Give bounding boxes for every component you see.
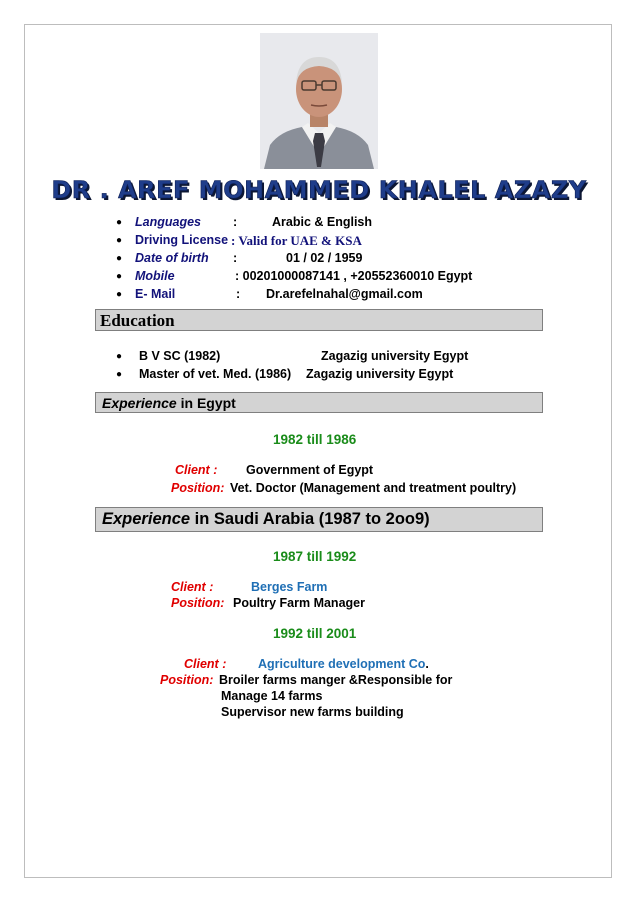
saudi-position-label-1: Position:: [171, 596, 225, 610]
bullet-icon: ●: [116, 253, 123, 264]
saudi-period-2: 1992 till 2001: [273, 626, 357, 641]
bullet-icon: ●: [116, 289, 123, 300]
egypt-period: 1982 till 1986: [273, 432, 357, 447]
driving-license-value: : Valid for UAE & KSA: [231, 233, 362, 248]
experience-egypt-header-bar: [95, 392, 543, 413]
education-degree-2: Master of vet. Med. (1986): [139, 367, 292, 381]
email-value: Dr.arefelnahal@gmail.com: [266, 287, 423, 301]
saudi-position-line-2: Manage 14 farms: [221, 689, 323, 703]
bullet-icon: ●: [116, 217, 123, 228]
dob-label: Date of birth: [135, 251, 209, 265]
profile-photo: [260, 33, 378, 169]
experience-saudi-heading: Experience in Saudi Arabia (1987 to 2oo9): [102, 510, 430, 528]
education-degree-1: B V SC (1982): [139, 349, 221, 363]
egypt-client-label: Client :: [175, 463, 218, 477]
saudi-client-value-2: Agriculture development Co.: [258, 657, 429, 671]
languages-value: Arabic & English: [272, 215, 373, 229]
dob-value: 01 / 02 / 1959: [286, 251, 363, 265]
bullet-icon: ●: [116, 235, 123, 246]
saudi-position-line-1: Broiler farms manger &Responsible for: [219, 673, 453, 687]
education-school-1: Zagazig university Egypt: [321, 349, 469, 363]
education-school-2: Zagazig university Egypt: [306, 367, 454, 381]
saudi-client-label-2: Client :: [184, 657, 227, 671]
saudi-position-label-2: Position:: [160, 673, 214, 687]
bullet-icon: ●: [116, 369, 123, 380]
mobile-value: : 00201000087141 , +20552360010 Egypt: [235, 269, 473, 283]
saudi-position-value-1: Poultry Farm Manager: [233, 596, 365, 610]
driving-license-label: Driving License: [135, 233, 229, 247]
languages-label: Languages: [135, 215, 201, 229]
saudi-period-1: 1987 till 1992: [273, 549, 357, 564]
dob-colon: :: [233, 251, 238, 265]
education-header-bar: [95, 309, 543, 331]
experience-saudi-header-bar: [95, 507, 543, 532]
bullet-icon: ●: [116, 271, 123, 282]
bullet-icon: ●: [116, 351, 123, 362]
saudi-position-line-3: Supervisor new farms building: [221, 705, 404, 719]
saudi-client-value-1: Berges Farm: [251, 580, 328, 594]
email-label: E- Mail: [135, 287, 176, 301]
egypt-position-label: Position:: [171, 481, 225, 495]
person-name: DR . AREF MOHAMMED KHALEL AZAZY: [51, 176, 587, 204]
languages-colon: :: [233, 215, 238, 229]
egypt-client-value: Government of Egypt: [246, 463, 374, 477]
egypt-position-value: Vet. Doctor (Management and treatment poultry): [230, 481, 517, 495]
experience-egypt-heading: Experience in Egypt: [102, 395, 236, 411]
mobile-label: Mobile: [135, 269, 175, 283]
email-colon: :: [236, 287, 241, 301]
education-heading: Education: [100, 311, 175, 330]
saudi-client-label-1: Client :: [171, 580, 214, 594]
